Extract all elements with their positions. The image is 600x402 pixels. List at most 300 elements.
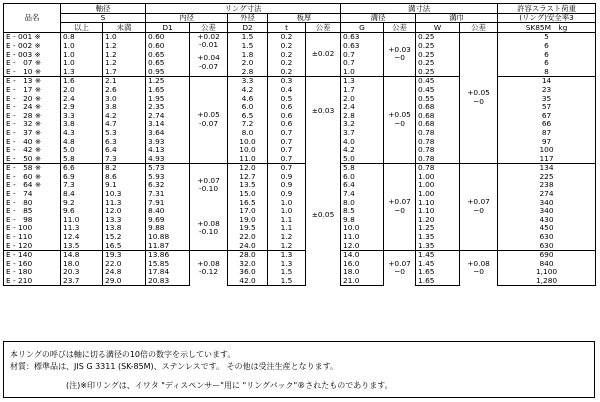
header-w: W <box>416 23 460 33</box>
cell-d1: 11.87 <box>146 241 190 250</box>
cell-s-min: 4.3 <box>61 128 103 137</box>
cell-s-max: 13.8 <box>103 224 146 233</box>
cell-g: 9.8 <box>341 215 384 224</box>
cell-code: E - 140 <box>4 250 61 259</box>
header-itaatsu: 板厚 <box>268 13 341 23</box>
table-row <box>4 276 596 285</box>
cell-w: 0.25 <box>416 67 460 76</box>
cell-code: E - 10 ※ <box>4 67 61 76</box>
cell-w: 0.55 <box>416 94 460 103</box>
cell-g: 0.63 <box>341 41 384 50</box>
cell-d2: 22.0 <box>228 232 268 241</box>
cell-w: 0.68 <box>416 120 460 129</box>
table-row <box>4 76 596 85</box>
cell-s-min: 7.3 <box>61 181 103 190</box>
cell-load: 6 <box>498 41 596 50</box>
cell-d2: 4.6 <box>228 94 268 103</box>
table-row <box>4 259 596 268</box>
table-row <box>4 172 596 181</box>
cell-load: 340 <box>498 198 596 207</box>
cell-w: 1.00 <box>416 189 460 198</box>
cell-s-max: 6.3 <box>103 137 146 146</box>
cell-d2: 1.5 <box>228 41 268 50</box>
cell-load: 87 <box>498 128 596 137</box>
cell-t: 0.7 <box>268 146 306 155</box>
cell-w: 0.25 <box>416 41 460 50</box>
cell-d1: 1.65 <box>146 85 190 94</box>
cell-load: 450 <box>498 224 596 233</box>
cell-d1-tol: +0.07 -0.10 <box>190 163 228 206</box>
cell-d1: 3.14 <box>146 120 190 129</box>
cell-d2: 32.0 <box>228 259 268 268</box>
header-t-kousa: 公差 <box>306 23 341 33</box>
cell-s-max: 8.2 <box>103 163 146 172</box>
table-row <box>4 120 596 129</box>
cell-s-min: 13.5 <box>61 241 103 250</box>
cell-t: 0.2 <box>268 32 306 41</box>
cell-s-max: 4.2 <box>103 111 146 120</box>
cell-w: 1.00 <box>416 181 460 190</box>
header-gaikei: 外径 <box>228 13 268 23</box>
cell-t: 1.1 <box>268 215 306 224</box>
cell-w: 0.78 <box>416 154 460 163</box>
cell-g: 10.0 <box>341 224 384 233</box>
cell-w: 1.25 <box>416 224 460 233</box>
cell-t-tol: ±0.05 <box>306 146 341 286</box>
cell-t: 0.9 <box>268 172 306 181</box>
cell-d1: 10.88 <box>146 232 190 241</box>
cell-w: 0.25 <box>416 59 460 68</box>
cell-s-max: 2.1 <box>103 76 146 85</box>
cell-code: E - 210 <box>4 276 61 285</box>
table-row <box>4 67 596 76</box>
cell-t: 1.5 <box>268 268 306 277</box>
cell-code: E - 80 <box>4 198 61 207</box>
cell-t-tol: ±0.02 <box>306 32 341 76</box>
cell-g: 8.5 <box>341 207 384 216</box>
cell-code: E - 42 ※ <box>4 146 61 155</box>
cell-d1: 1.25 <box>146 76 190 85</box>
cell-s-max: 13.3 <box>103 215 146 224</box>
cell-code: E - 160 <box>4 259 61 268</box>
cell-d1: 20.83 <box>146 276 190 285</box>
cell-d1: 5.73 <box>146 163 190 172</box>
cell-s-min: 1.6 <box>61 76 103 85</box>
cell-code: E - 17 ※ <box>4 85 61 94</box>
cell-s-max: 24.8 <box>103 268 146 277</box>
cell-w: 0.25 <box>416 32 460 41</box>
cell-g: 18.0 <box>341 268 384 277</box>
cell-d2: 2.8 <box>228 67 268 76</box>
cell-d2: 28.0 <box>228 250 268 259</box>
cell-d1: 6.32 <box>146 181 190 190</box>
cell-d1: 9.69 <box>146 215 190 224</box>
cell-t: 0.2 <box>268 50 306 59</box>
cell-w-tol: +0.07 −0 <box>460 163 498 250</box>
cell-code: E - 50 ※ <box>4 154 61 163</box>
cell-g-tol: +0.07 −0 <box>384 250 416 285</box>
cell-g: 4.0 <box>341 137 384 146</box>
notes-box <box>3 341 595 398</box>
cell-s-max: 8.6 <box>103 172 146 181</box>
cell-d2: 19.0 <box>228 215 268 224</box>
cell-t: 1.3 <box>268 259 306 268</box>
table-row <box>4 232 596 241</box>
cell-t: 0.9 <box>268 189 306 198</box>
cell-w: 1.65 <box>416 276 460 285</box>
cell-s-min: 9.2 <box>61 198 103 207</box>
header-ijou: 以上 <box>61 23 103 33</box>
cell-d1: 1.95 <box>146 94 190 103</box>
cell-code: E - 32 ※ <box>4 120 61 129</box>
cell-s-max: 1.2 <box>103 50 146 59</box>
note-line-1: 本リングの呼びは軸に切る溝径の10倍の数字を示しています。 <box>10 350 236 359</box>
cell-w: 1.45 <box>416 250 460 259</box>
table-row <box>4 41 596 50</box>
cell-d2: 10.0 <box>228 146 268 155</box>
cell-d2: 17.0 <box>228 207 268 216</box>
cell-w: 1.20 <box>416 215 460 224</box>
cell-g: 12.0 <box>341 241 384 250</box>
cell-d1: 4.13 <box>146 146 190 155</box>
cell-d1: 0.65 <box>146 59 190 68</box>
cell-g: 0.7 <box>341 50 384 59</box>
cell-d1-tol: +0.02 -0.01 <box>190 32 228 50</box>
cell-d1: 7.91 <box>146 198 190 207</box>
table-body <box>4 32 596 285</box>
cell-g: 0.63 <box>341 32 384 41</box>
cell-d1: 0.60 <box>146 32 190 41</box>
cell-w: 1.35 <box>416 232 460 241</box>
cell-s-max: 9.1 <box>103 181 146 190</box>
cell-s-min: 11.0 <box>61 215 103 224</box>
table-row <box>4 94 596 103</box>
cell-s-max: 3.8 <box>103 103 146 112</box>
cell-s-max: 7.3 <box>103 154 146 163</box>
cell-d2: 12.7 <box>228 172 268 181</box>
cell-d2: 2.0 <box>228 59 268 68</box>
header-d1-kousa: 公差 <box>190 23 228 33</box>
cell-g: 5.0 <box>341 154 384 163</box>
cell-g: 2.8 <box>341 111 384 120</box>
cell-d2: 24.0 <box>228 241 268 250</box>
table-row <box>4 215 596 224</box>
cell-s-max: 1.2 <box>103 59 146 68</box>
cell-code: E - 24 ※ <box>4 103 61 112</box>
table-row <box>4 85 596 94</box>
cell-s-min: 1.0 <box>61 41 103 50</box>
cell-code: E - 37 ※ <box>4 128 61 137</box>
cell-code: E - 001 ※ <box>4 32 61 41</box>
cell-s-max: 29.0 <box>103 276 146 285</box>
cell-d2: 7.2 <box>228 120 268 129</box>
cell-s-min: 1.0 <box>61 59 103 68</box>
cell-w: 0.45 <box>416 76 460 85</box>
table-row <box>4 103 596 112</box>
cell-code: E - 74 <box>4 189 61 198</box>
header-load-3: SK85M kg <box>498 23 596 33</box>
cell-load: 97 <box>498 137 596 146</box>
cell-g-tol: +0.03 −0 <box>384 32 416 76</box>
cell-d1-tol: +0.08 -0.10 <box>190 207 228 250</box>
cell-load: 274 <box>498 189 596 198</box>
cell-t: 1.5 <box>268 276 306 285</box>
cell-code: E - 120 <box>4 241 61 250</box>
cell-load: 35 <box>498 94 596 103</box>
cell-s-max: 1.2 <box>103 41 146 50</box>
cell-g: 21.0 <box>341 276 384 285</box>
cell-d1: 0.60 <box>146 41 190 50</box>
cell-d1: 4.93 <box>146 154 190 163</box>
cell-code: E - 003 ※ <box>4 50 61 59</box>
cell-load: 6 <box>498 50 596 59</box>
cell-t: 0.2 <box>268 41 306 50</box>
cell-g: 1.7 <box>341 85 384 94</box>
cell-s-min: 0.8 <box>61 32 103 41</box>
cell-code: E - 100 <box>4 224 61 233</box>
cell-d2: 6.5 <box>228 111 268 120</box>
cell-d1: 5.93 <box>146 172 190 181</box>
cell-g: 7.4 <box>341 189 384 198</box>
cell-s-min: 1.3 <box>61 67 103 76</box>
cell-d2: 42.0 <box>228 276 268 285</box>
cell-s-min: 1.0 <box>61 50 103 59</box>
cell-w: 0.45 <box>416 85 460 94</box>
cell-w: 0.78 <box>416 146 460 155</box>
cell-d1: 3.93 <box>146 137 190 146</box>
table-row <box>4 111 596 120</box>
cell-load: 630 <box>498 241 596 250</box>
cell-w: 0.68 <box>416 103 460 112</box>
cell-t: 1.0 <box>268 198 306 207</box>
cell-code: E - 110 <box>4 232 61 241</box>
cell-s-max: 12.0 <box>103 207 146 216</box>
cell-d1: 2.74 <box>146 111 190 120</box>
cell-t: 1.0 <box>268 207 306 216</box>
cell-t-tol: ±0.03 <box>306 76 341 145</box>
cell-t: 1.1 <box>268 224 306 233</box>
cell-w: 0.25 <box>416 50 460 59</box>
cell-code: E - 180 <box>4 268 61 277</box>
cell-w: 0.78 <box>416 128 460 137</box>
cell-s-min: 23.7 <box>61 276 103 285</box>
cell-d2: 11.0 <box>228 154 268 163</box>
cell-g-tol: +0.05 −0 <box>384 76 416 163</box>
cell-d1: 2.35 <box>146 103 190 112</box>
table-row <box>4 250 596 259</box>
table-row <box>4 154 596 163</box>
cell-t: 0.7 <box>268 154 306 163</box>
cell-g: 1.0 <box>341 67 384 76</box>
table-row <box>4 198 596 207</box>
table-row <box>4 50 596 59</box>
cell-s-max: 11.3 <box>103 198 146 207</box>
cell-s-min: 3.8 <box>61 120 103 129</box>
cell-code: E - 64 ※ <box>4 181 61 190</box>
cell-t: 0.4 <box>268 85 306 94</box>
cell-code: E - 85 <box>4 207 61 216</box>
cell-w: 1.10 <box>416 198 460 207</box>
cell-s-min: 12.4 <box>61 232 103 241</box>
cell-s-max: 15.2 <box>103 232 146 241</box>
cell-load: 134 <box>498 163 596 172</box>
cell-s-min: 2.0 <box>61 85 103 94</box>
cell-w: 1.10 <box>416 207 460 216</box>
table-row <box>4 181 596 190</box>
cell-g: 8.0 <box>341 198 384 207</box>
header-hinmei: 品名 <box>4 4 61 33</box>
header-ring-dims: リング寸法 <box>146 4 341 14</box>
cell-t: 0.2 <box>268 59 306 68</box>
cell-d2: 10.0 <box>228 137 268 146</box>
cell-s-max: 1.0 <box>103 32 146 41</box>
cell-load: 67 <box>498 111 596 120</box>
cell-s-max: 5.3 <box>103 128 146 137</box>
table-row <box>4 224 596 233</box>
cell-load: 14 <box>498 76 596 85</box>
cell-s-min: 5.0 <box>61 146 103 155</box>
cell-load: 66 <box>498 120 596 129</box>
cell-d1-tol: +0.08 -0.12 <box>190 250 228 285</box>
cell-g: 2.0 <box>341 94 384 103</box>
cell-t: 0.3 <box>268 76 306 85</box>
cell-code: E - 07 ※ <box>4 59 61 68</box>
header-w-kousa: 公差 <box>460 23 498 33</box>
cell-load: 630 <box>498 232 596 241</box>
cell-g: 5.8 <box>341 163 384 172</box>
cell-code: E - 20 ※ <box>4 94 61 103</box>
cell-s-min: 3.3 <box>61 111 103 120</box>
cell-load: 225 <box>498 172 596 181</box>
cell-t: 0.9 <box>268 181 306 190</box>
cell-load: 238 <box>498 181 596 190</box>
table-row <box>4 32 596 41</box>
table-row <box>4 268 596 277</box>
header-load-2: (リング)安全率3 <box>498 13 596 23</box>
cell-g: 6.4 <box>341 181 384 190</box>
cell-g: 11.0 <box>341 232 384 241</box>
cell-s-max: 10.3 <box>103 189 146 198</box>
header-jikukei: 軸径 <box>61 4 146 14</box>
cell-load: 8 <box>498 67 596 76</box>
cell-code: E - 98 <box>4 215 61 224</box>
cell-d1: 0.65 <box>146 50 190 59</box>
cell-g-tol: +0.07 −0 <box>384 163 416 250</box>
cell-s-max: 3.0 <box>103 94 146 103</box>
header-t: t <box>268 23 306 33</box>
cell-g: 2.4 <box>341 103 384 112</box>
cell-d2: 12.0 <box>228 163 268 172</box>
cell-d1: 3.64 <box>146 128 190 137</box>
cell-s-min: 9.6 <box>61 207 103 216</box>
cell-t: 0.7 <box>268 163 306 172</box>
cell-w-tol: +0.05 −0 <box>460 32 498 163</box>
spec-table <box>3 3 596 286</box>
cell-g: 3.2 <box>341 120 384 129</box>
cell-t: 0.6 <box>268 103 306 112</box>
cell-code: E - 58 ※ <box>4 163 61 172</box>
header-d2: D2 <box>228 23 268 33</box>
cell-load: 23 <box>498 85 596 94</box>
cell-g: 6.0 <box>341 172 384 181</box>
cell-g: 16.0 <box>341 259 384 268</box>
cell-load: 340 <box>498 207 596 216</box>
cell-d1: 7.31 <box>146 189 190 198</box>
cell-d2: 16.5 <box>228 198 268 207</box>
cell-w: 1.35 <box>416 241 460 250</box>
cell-d1: 13.86 <box>146 250 190 259</box>
cell-code: E - 13 ※ <box>4 76 61 85</box>
header-d1: D1 <box>146 23 190 33</box>
cell-code: E - 60 ※ <box>4 172 61 181</box>
table-row <box>4 59 596 68</box>
note-line-3: (注)※印リングは、イワタ "ディスペンサー"用に "リングパック"®されたものであります。 <box>66 381 393 390</box>
cell-s-min: 6.6 <box>61 163 103 172</box>
cell-g: 14.0 <box>341 250 384 259</box>
cell-load: 430 <box>498 215 596 224</box>
cell-d1: 8.40 <box>146 207 190 216</box>
cell-w: 1.45 <box>416 259 460 268</box>
cell-d1-tol: +0.04 -0.07 <box>190 50 228 76</box>
cell-load: 6 <box>498 59 596 68</box>
cell-d2: 13.5 <box>228 181 268 190</box>
table-row <box>4 146 596 155</box>
header-g-kousa: 公差 <box>384 23 416 33</box>
cell-d1: 0.95 <box>146 67 190 76</box>
header-mizohaba: 溝巾 <box>416 13 498 23</box>
cell-d1: 9.88 <box>146 224 190 233</box>
cell-s-max: 2.6 <box>103 85 146 94</box>
cell-d2: 1.8 <box>228 50 268 59</box>
cell-code: E - 002 ※ <box>4 41 61 50</box>
header-miman: 未満 <box>103 23 146 33</box>
cell-s-min: 2.9 <box>61 103 103 112</box>
cell-w: 0.78 <box>416 163 460 172</box>
cell-t: 0.2 <box>268 67 306 76</box>
cell-load: 690 <box>498 250 596 259</box>
cell-load: 1,280 <box>498 276 596 285</box>
cell-s-min: 2.4 <box>61 94 103 103</box>
cell-s-min: 18.0 <box>61 259 103 268</box>
cell-s-min: 5.8 <box>61 154 103 163</box>
cell-s-max: 19.3 <box>103 250 146 259</box>
cell-w: 1.00 <box>416 172 460 181</box>
cell-s-min: 20.3 <box>61 268 103 277</box>
header-s: S <box>61 13 146 23</box>
cell-s-min: 11.3 <box>61 224 103 233</box>
cell-s-min: 6.9 <box>61 172 103 181</box>
cell-d2: 15.0 <box>228 189 268 198</box>
cell-d2: 8.0 <box>228 128 268 137</box>
header-load-1: 許容スラスト荷重 <box>498 4 596 14</box>
cell-s-max: 4.7 <box>103 120 146 129</box>
cell-t: 0.6 <box>268 111 306 120</box>
cell-load: 5 <box>498 32 596 41</box>
table-row <box>4 128 596 137</box>
cell-d1: 15.85 <box>146 259 190 268</box>
cell-g: 0.7 <box>341 59 384 68</box>
cell-g: 3.7 <box>341 128 384 137</box>
cell-d2: 19.5 <box>228 224 268 233</box>
cell-w: 0.78 <box>416 137 460 146</box>
cell-code: E - 28 ※ <box>4 111 61 120</box>
cell-t: 0.7 <box>268 128 306 137</box>
cell-d2: 1.5 <box>228 32 268 41</box>
cell-load: 100 <box>498 146 596 155</box>
table-row <box>4 137 596 146</box>
cell-g: 4.2 <box>341 146 384 155</box>
table-row <box>4 207 596 216</box>
